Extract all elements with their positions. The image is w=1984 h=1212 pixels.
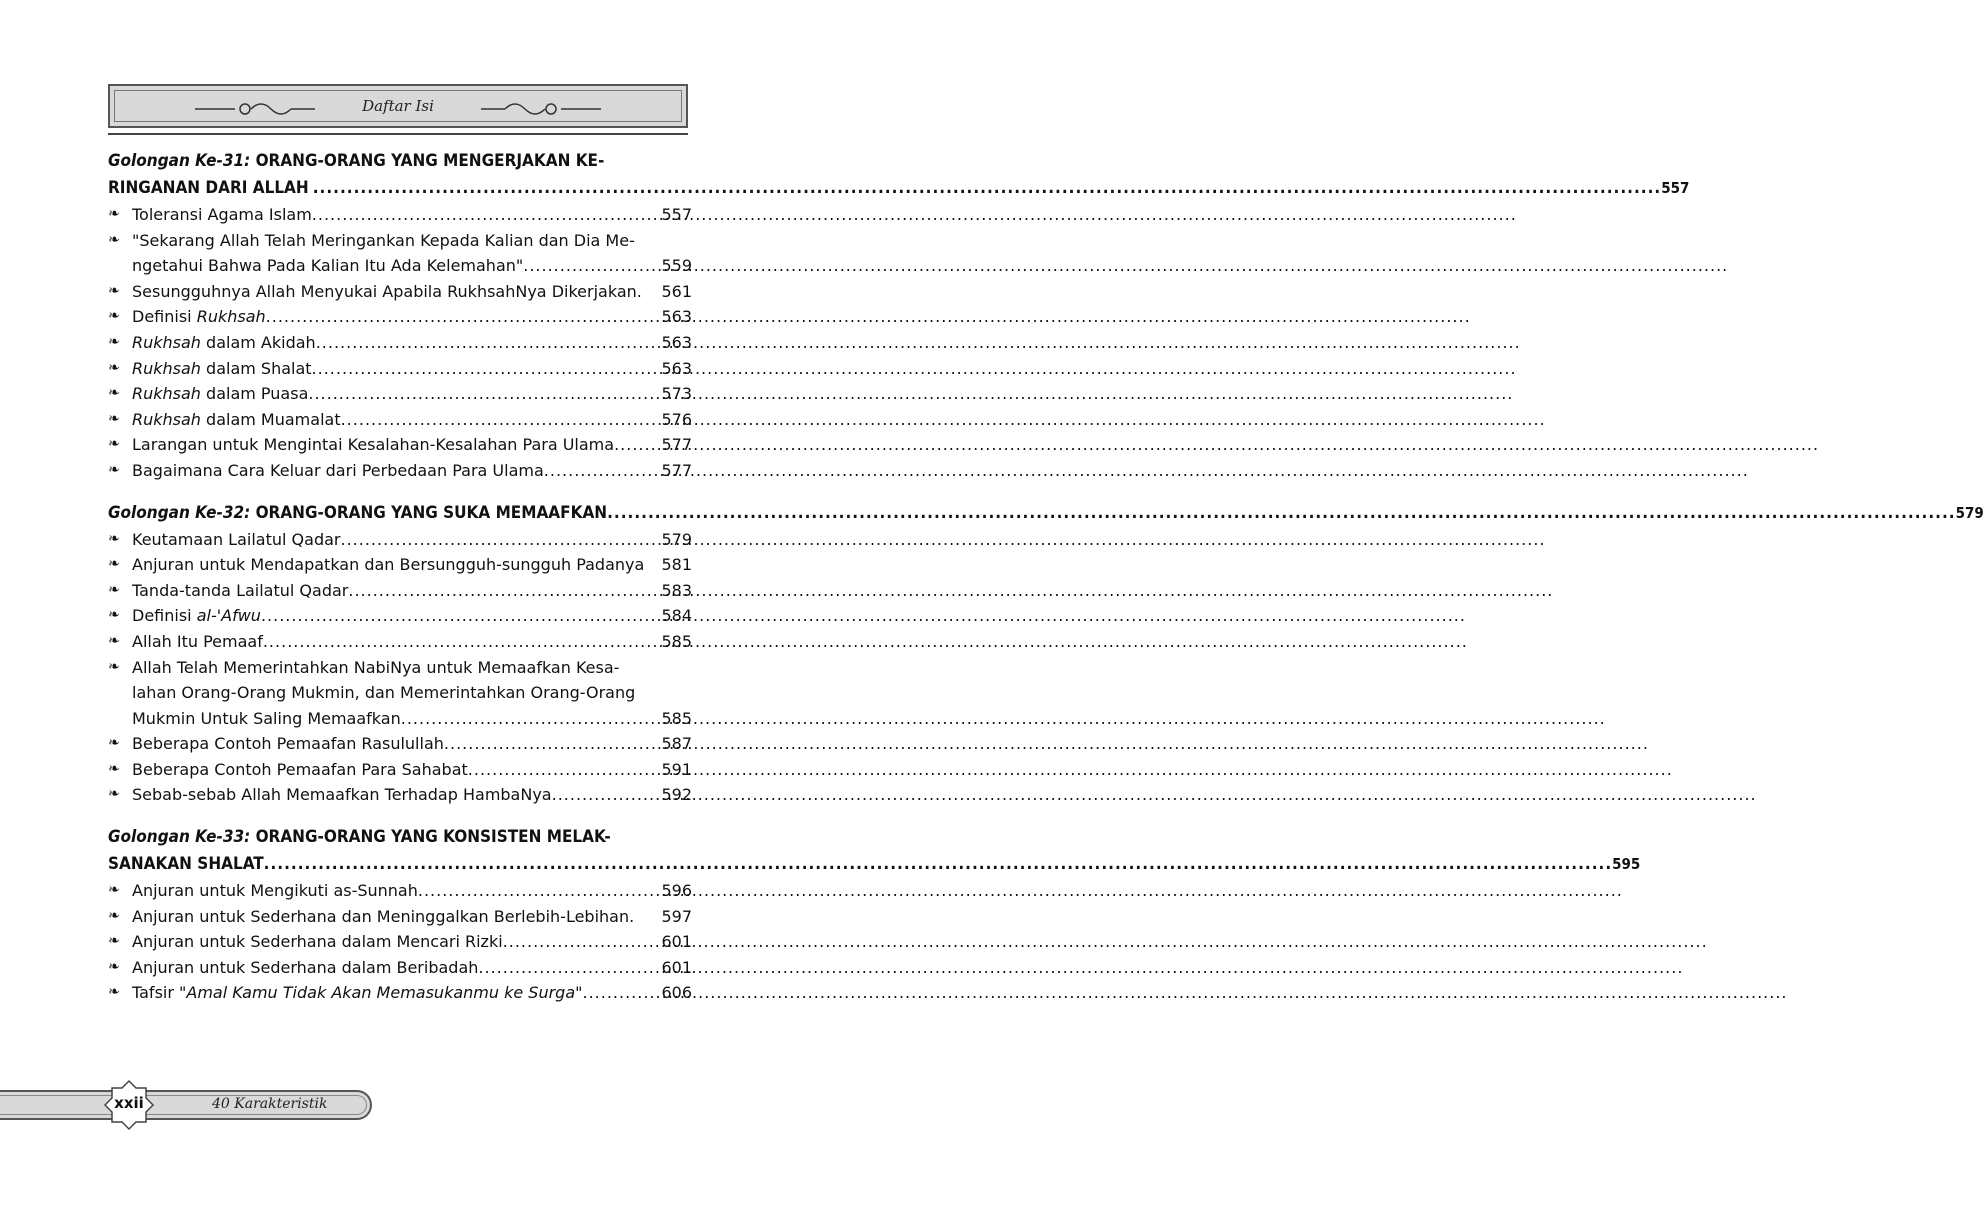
section-title-text: ORANG-ORANG YANG SUKA MEMAAFKAN bbox=[255, 502, 608, 523]
fleuron-bullet-icon: ❧ bbox=[108, 581, 120, 598]
entry-text: Allah Itu Pemaaf bbox=[132, 631, 263, 651]
section-title-row bbox=[108, 500, 1984, 527]
section-title-line1: ORANG-ORANG YANG KONSISTEN MELAK- bbox=[255, 827, 611, 848]
fleuron-bullet-icon: ❧ bbox=[108, 231, 120, 248]
leader-dots bbox=[418, 878, 640, 904]
leader-dots bbox=[264, 851, 1613, 878]
toc-entry[interactable] bbox=[108, 757, 692, 783]
section-title bbox=[108, 824, 692, 851]
section-page: 579 bbox=[1955, 503, 1984, 522]
entry-text-line1: "Sekarang Allah Telah Meringankan Kepada Kalian dan Dia Me- bbox=[132, 230, 635, 250]
leader-dots bbox=[552, 782, 640, 808]
entry-text-suffix: dalam Muamalat bbox=[200, 409, 341, 429]
section-32 bbox=[108, 500, 1984, 809]
entry-text: Beberapa Contoh Pemaafan Para Sahabat bbox=[132, 759, 468, 779]
entry-text-italic: Amal Kamu Tidak Akan Memasukanmu ke Surga bbox=[186, 983, 576, 1003]
fleuron-bullet-icon: ❧ bbox=[108, 410, 120, 427]
section-label: Golongan Ke-33: bbox=[108, 827, 251, 848]
section-page: 595 bbox=[1612, 855, 1641, 874]
toc-entry[interactable] bbox=[108, 304, 692, 330]
entry-text: Anjuran untuk Mendapatkan dan Bersungguh-sungguh Padanya bbox=[132, 555, 645, 575]
entry-text-line2: ngetahui Bahwa Pada Kalian Itu Ada Kelemahan" bbox=[132, 256, 524, 276]
entry-text-prefix: Tafsir " bbox=[132, 983, 187, 1003]
fleuron-bullet-icon: ❧ bbox=[108, 385, 120, 402]
fleuron-bullet-icon: ❧ bbox=[108, 530, 120, 547]
entry-page: 601 bbox=[661, 957, 692, 977]
entry-text-italic: Rukhsah bbox=[196, 307, 266, 327]
fleuron-bullet-icon: ❧ bbox=[108, 333, 120, 350]
entry-text-prefix: Definisi bbox=[132, 606, 197, 626]
fleuron-bullet-icon: ❧ bbox=[108, 632, 120, 649]
section-title bbox=[108, 148, 692, 175]
toc-entry[interactable] bbox=[108, 407, 692, 433]
fleuron-bullet-icon: ❧ bbox=[108, 359, 120, 376]
leader-dots bbox=[444, 731, 640, 757]
entry-page: 579 bbox=[661, 529, 692, 549]
fleuron-bullet-icon: ❧ bbox=[108, 933, 120, 950]
fleuron-bullet-icon: ❧ bbox=[108, 984, 120, 1001]
toc-entry[interactable] bbox=[108, 955, 692, 981]
toc-entry[interactable] bbox=[108, 904, 692, 930]
entry-text-suffix: " bbox=[575, 983, 583, 1003]
entry-page: 559 bbox=[661, 256, 692, 276]
leader-dots bbox=[266, 304, 640, 330]
entry-text-line2: lahan Orang-Orang Mukmin, dan Memerintahkan Orang-Orang bbox=[132, 683, 636, 703]
running-header-frame bbox=[114, 90, 682, 122]
section-title-line2: SANAKAN SHALAT bbox=[108, 854, 264, 875]
toc-entry[interactable] bbox=[108, 603, 692, 629]
fleuron-bullet-icon: ❧ bbox=[108, 461, 120, 478]
entry-page: 577 bbox=[661, 460, 692, 480]
leader-dots bbox=[308, 381, 640, 407]
leader-dots bbox=[312, 356, 640, 382]
entry-text: Keutamaan Lailatul Qadar bbox=[132, 529, 341, 549]
section-title-line1: ORANG-ORANG YANG MENGERJAKAN KE- bbox=[255, 151, 605, 171]
leader-dots bbox=[614, 432, 640, 458]
section-page: 557 bbox=[1661, 179, 1690, 197]
entry-text: Anjuran untuk Sederhana dan Meninggalkan Berlebih-Lebihan. bbox=[132, 906, 635, 926]
fleuron-bullet-icon: ❧ bbox=[108, 760, 120, 777]
entry-text: Larangan untuk Mengintai Kesalahan-Kesalahan Para Ulama bbox=[132, 435, 615, 455]
entry-page: 577 bbox=[661, 435, 692, 455]
entry-text-suffix: dalam Puasa bbox=[200, 384, 309, 404]
entry-page: 591 bbox=[661, 759, 692, 779]
entry-text: Anjuran untuk Sederhana dalam Mencari Rizki bbox=[132, 932, 503, 952]
entry-text-prefix: Definisi bbox=[132, 307, 197, 327]
leader-dots bbox=[340, 527, 640, 553]
entry-page: 581 bbox=[661, 555, 692, 575]
section-label: Golongan Ke-32: bbox=[108, 502, 251, 523]
entry-text-line1: Allah Telah Memerintahkan NabiNya untuk Memaafkan Kesa- bbox=[132, 657, 620, 677]
toc-entry[interactable] bbox=[108, 356, 692, 382]
entry-text-italic: Rukhsah bbox=[132, 358, 201, 378]
entry-text: Tanda-tanda Lailatul Qadar bbox=[132, 580, 349, 600]
toc-entry[interactable] bbox=[108, 432, 692, 458]
fleuron-bullet-icon: ❧ bbox=[108, 556, 120, 573]
entry-text: Toleransi Agama Islam bbox=[132, 205, 312, 224]
section-33 bbox=[108, 824, 1641, 1006]
entry-text: Anjuran untuk Sederhana dalam Beribadah bbox=[132, 957, 479, 977]
entry-page: 563 bbox=[661, 307, 692, 327]
leader-dots bbox=[478, 955, 640, 981]
leader-dots bbox=[503, 929, 640, 955]
table-of-contents bbox=[108, 148, 1984, 1022]
entry-page: 583 bbox=[661, 580, 692, 600]
entry-text-italic: Rukhsah bbox=[132, 409, 201, 429]
toc-entry[interactable] bbox=[108, 731, 692, 757]
entry-text-line3: Mukmin Untuk Saling Memaafkan bbox=[132, 708, 401, 728]
entry-page: 606 bbox=[661, 983, 692, 1003]
fleuron-bullet-icon: ❧ bbox=[108, 958, 120, 975]
section-31 bbox=[108, 148, 1690, 484]
leader-dots bbox=[523, 253, 640, 279]
entry-page: 587 bbox=[661, 734, 692, 754]
toc-entry[interactable] bbox=[108, 782, 692, 808]
entry-text-italic: Rukhsah bbox=[132, 384, 201, 404]
page-number: xxii bbox=[114, 1094, 144, 1112]
toc-entry[interactable] bbox=[108, 381, 692, 407]
section-title-row bbox=[108, 175, 1690, 202]
leader-dots bbox=[316, 330, 640, 356]
leader-dots bbox=[313, 175, 1662, 202]
fleuron-bullet-icon: ❧ bbox=[108, 308, 120, 325]
header-separator bbox=[108, 133, 688, 135]
entry-page: 561 bbox=[661, 281, 692, 301]
leader-dots bbox=[263, 629, 640, 655]
entry-page: 596 bbox=[661, 881, 692, 901]
leader-dots bbox=[348, 578, 640, 604]
toc-entry[interactable] bbox=[108, 228, 692, 279]
footer-book-title: 40 Karakteristik bbox=[212, 1096, 328, 1112]
entry-text: Bagaimana Cara Keluar dari Perbedaan Para Ulama bbox=[132, 460, 544, 480]
entry-text-suffix: dalam Shalat bbox=[200, 358, 312, 378]
section-title-line2: RINGANAN DARI ALLAH bbox=[108, 178, 309, 198]
entry-page: 585 bbox=[661, 631, 692, 651]
header-title: Daftar Isi bbox=[362, 97, 434, 115]
entry-page: 573 bbox=[661, 384, 692, 404]
entry-page: 601 bbox=[661, 932, 692, 952]
entry-text: Anjuran untuk Mengikuti as-Sunnah bbox=[132, 881, 418, 901]
toc-entry[interactable] bbox=[108, 629, 692, 655]
toc-entry[interactable] bbox=[108, 929, 692, 955]
entry-page: 597 bbox=[661, 906, 692, 926]
toc-entry[interactable] bbox=[108, 878, 692, 904]
fleuron-bullet-icon: ❧ bbox=[108, 658, 120, 675]
entry-page: 584 bbox=[661, 606, 692, 626]
entry-text: Beberapa Contoh Pemaafan Rasulullah bbox=[132, 734, 444, 754]
entry-page: 563 bbox=[661, 358, 692, 378]
running-header bbox=[108, 84, 688, 128]
toc-entry[interactable] bbox=[108, 279, 692, 305]
section-title-row bbox=[108, 851, 1641, 878]
entry-text: Sebab-sebab Allah Memaafkan Terhadap HambaNya bbox=[132, 785, 552, 805]
leader-dots bbox=[261, 603, 640, 629]
entry-text: Sesungguhnya Allah Menyukai Apabila RukhsahNya Dikerjakan. bbox=[132, 281, 642, 301]
toc-entry[interactable] bbox=[108, 330, 692, 356]
leader-dots bbox=[401, 706, 640, 732]
entry-page: 563 bbox=[661, 332, 692, 352]
ornament-right-icon bbox=[481, 97, 601, 121]
leader-dots bbox=[607, 500, 1956, 527]
toc-entry[interactable] bbox=[108, 202, 692, 228]
fleuron-bullet-icon: ❧ bbox=[108, 282, 120, 299]
fleuron-bullet-icon: ❧ bbox=[108, 436, 120, 453]
leader-dots bbox=[468, 757, 640, 783]
leader-dots bbox=[544, 458, 640, 484]
ornament-left-icon bbox=[195, 97, 315, 121]
entry-text-suffix: dalam Akidah bbox=[200, 332, 316, 352]
leader-dots bbox=[312, 202, 640, 228]
leader-dots bbox=[341, 407, 640, 433]
leader-dots bbox=[582, 980, 640, 1006]
fleuron-bullet-icon: ❧ bbox=[108, 735, 120, 752]
fleuron-bullet-icon: ❧ bbox=[108, 907, 120, 924]
entry-text-italic: al-'Afwu bbox=[196, 606, 261, 626]
fleuron-bullet-icon: ❧ bbox=[108, 607, 120, 624]
entry-page: 585 bbox=[661, 708, 692, 728]
fleuron-bullet-icon: ❧ bbox=[108, 882, 120, 899]
section-label: Golongan Ke-31: bbox=[108, 151, 251, 171]
toc-entry[interactable] bbox=[108, 527, 692, 553]
fleuron-bullet-icon: ❧ bbox=[108, 786, 120, 803]
entry-page: 592 bbox=[661, 785, 692, 805]
toc-entry[interactable] bbox=[108, 578, 692, 604]
toc-entry[interactable] bbox=[108, 655, 692, 732]
toc-entry[interactable] bbox=[108, 552, 692, 578]
toc-entry[interactable] bbox=[108, 980, 692, 1006]
fleuron-bullet-icon: ❧ bbox=[108, 206, 120, 222]
entry-page: 576 bbox=[661, 409, 692, 429]
entry-page: 557 bbox=[661, 205, 692, 224]
toc-entry[interactable] bbox=[108, 458, 692, 484]
entry-text-italic: Rukhsah bbox=[132, 332, 201, 352]
